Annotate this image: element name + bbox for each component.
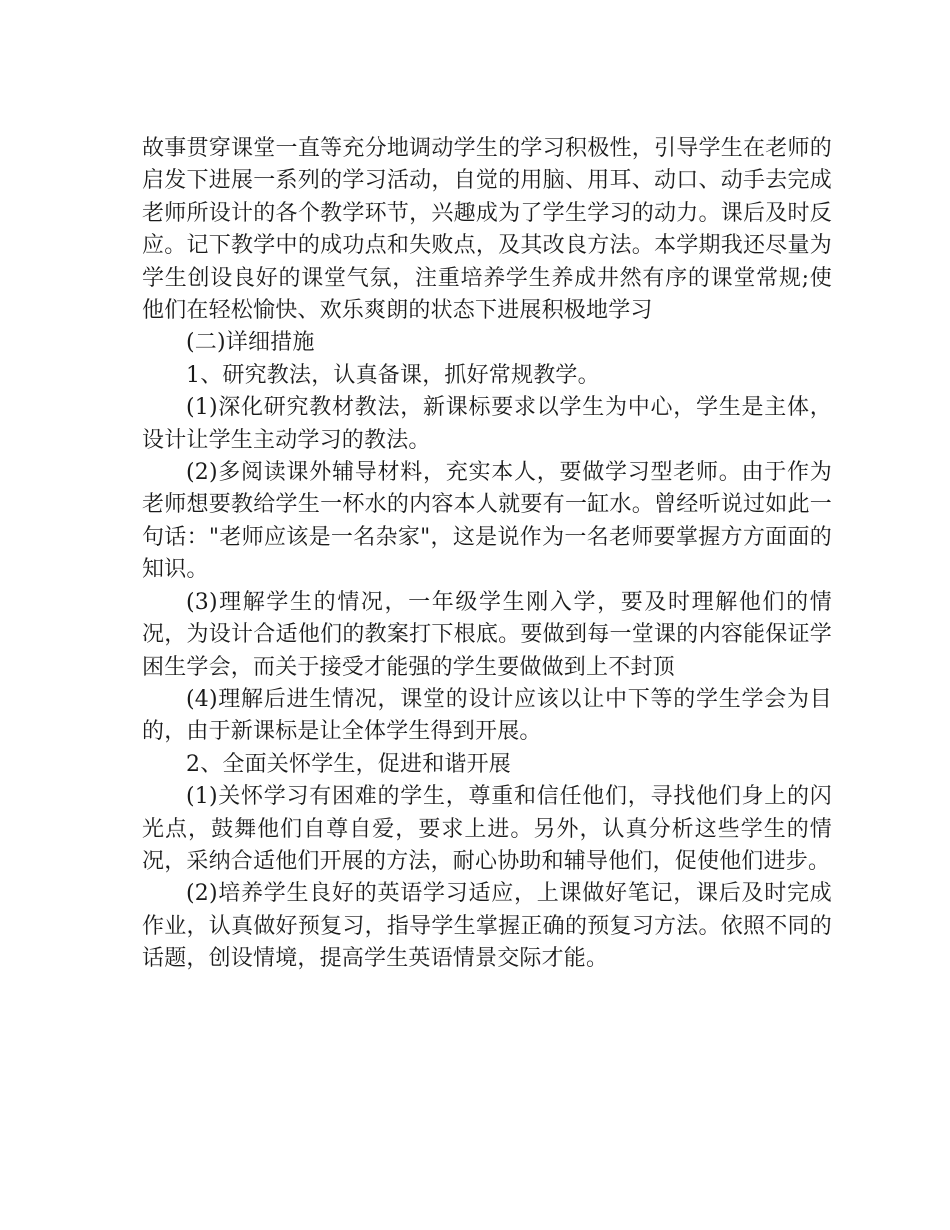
section-heading-measures: (二)详细措施 (186, 330, 315, 356)
paragraph-subitem-3: (3)理解学生的情况，一年级学生刚入学，要及时理解他们的情况，为设计合适他们的教案打下根底。要做到每一堂课的内容能保证学困生学会，而关于接受才能强的学生要做做到上不封顶 (142, 589, 832, 680)
document-body (142, 133, 832, 976)
item-heading-teaching-methods: 1、研究教法，认真备课，抓好常规教学。 (186, 362, 600, 388)
paragraph-intro: 故事贯穿课堂一直等充分地调动学生的学习积极性，引导学生在老师的启发下进展一系列的学习活动，自觉的用脑、用耳、动口、动手去完成老师所设计的各个教学环节，兴趣成为了学生学习的动力。课后及时反应。记下教学中的成功点和失败点，及其改良方法。本学期我还尽量为学生创设良好的课堂气氛，注重培养学生养成井然有序的课堂常规;使他们在轻松愉快、欢乐爽朗的状态下进展积极地学习 (142, 136, 832, 324)
paragraph-care-subitem-1: (1)关怀学习有困难的学生，尊重和信任他们，寻找他们身上的闪光点，鼓舞他们自尊自爱，要求上进。另外，认真分析这些学生的情况，采纳合适他们开展的方法，耐心协助和辅导他们，促使他们进步。 (142, 784, 832, 874)
paragraph-care-subitem-2: (2)培养学生良好的英语学习适应，上课做好笔记，课后及时完成作业，认真做好预复习，指导学生掌握正确的预复习方法。依照不同的话题，创设情境，提高学生英语情景交际才能。 (142, 881, 832, 972)
paragraph-subitem-2: (2)多阅读课外辅导材料，充实本人，要做学习型老师。由于作为老师想要教给学生一杯水的内容本人就要有一缸水。曾经听说过如此一句话："老师应该是一名杂家"，这是说作为一名老师要掌握方方面面的知识。 (142, 460, 832, 583)
paragraph-subitem-1: (1)深化研究教材教法，新课标要求以学生为中心，学生是主体，设计让学生主动学习的教法。 (142, 395, 832, 453)
paragraph-subitem-4: (4)理解后进生情况，课堂的设计应该以让中下等的学生学会为目的，由于新课标是让全体学生得到开展。 (142, 686, 832, 745)
item-heading-student-care: 2、全面关怀学生，促进和谐开展 (186, 751, 511, 777)
